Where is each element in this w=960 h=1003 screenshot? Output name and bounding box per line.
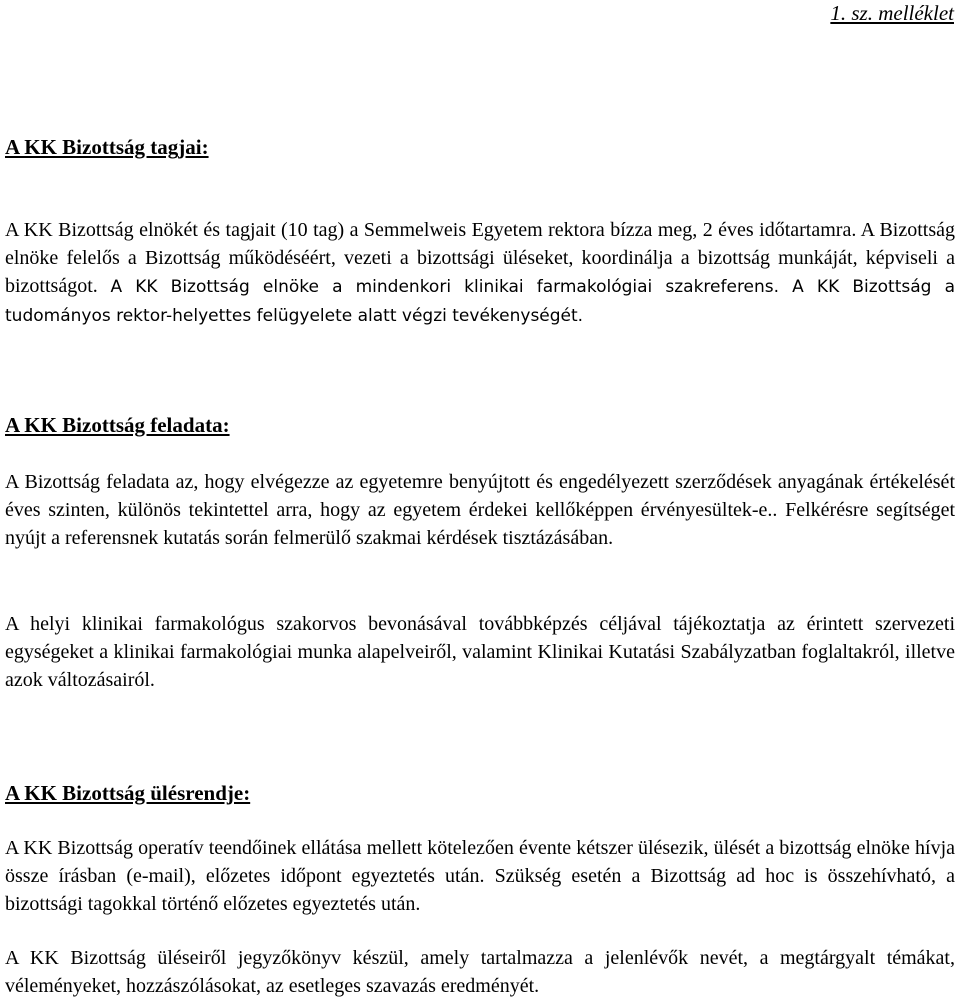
document-page [5,0,957,1003]
paragraph-tasks-2: A helyi klinikai farmakológus szakorvos bevonásával továbbképzés céljával tájékoztatja az érintett szervezeti egységeket a klinikai farmakológiai munka alapelveiről, valamint Klinikai Kutatási Szabályzatban foglaltakról, illetve azok változásairól. [5,613,955,691]
paragraph-members-sans: A KK Bizottság elnöke a mindenkori klinikai farmakológiai szakreferens. A KK Bizottság a tudományos rektor-helyettes felügyelete alatt végzi tevékenységét. [5,277,955,326]
annex-label: 1. sz. melléklet [830,1,954,25]
paragraph-meetings-1: A KK Bizottság operatív teendőinek ellátása mellett kötelezően évente kétszer ülésezik, ülését a bizottság elnöke hívja össze írásban (e-mail), előzetes időpont egyeztetés után. Szükség esetén a Bizottság ad hoc is összehívható, a bizottsági tagokkal történő előzetes egyeztetés után. [5,837,955,915]
heading-tasks: A KK Bizottság feladata: [5,413,230,437]
heading-meetings: A KK Bizottság ülésrendje: [5,781,251,805]
heading-members: A KK Bizottság tagjai: [5,135,209,159]
paragraph-members [5,216,955,330]
paragraph-members-serif: A KK Bizottság elnökét és tagjait (10 tag) a Semmelweis Egyetem rektora bízza meg, 2 éves időtartamra. A Bizottság elnöke felelős a Bizottság működéséért, vezeti a bizottsági üléseket, koordinálja a bizottság munkáját, képviseli a bizottságot. [5,219,955,297]
paragraph-tasks-1: A Bizottság feladata az, hogy elvégezze az egyetemre benyújtott és engedélyezett szerződések anyagának értékelését éves szinten, különös tekintettel arra, hogy az egyetem érdekei kellőképpen érvényesültek-e.. Felkérésre segítséget nyújt a referensnek kutatás során felmerülő szakmai kérdések tisztázásában. [5,471,955,549]
paragraph-meetings-2: A KK Bizottság üléseiről jegyzőkönyv készül, amely tartalmazza a jelenlévők nevét, a megtárgyalt témákat, véleményeket, hozzászólásokat, az esetleges szavazás eredményét. [5,947,955,997]
